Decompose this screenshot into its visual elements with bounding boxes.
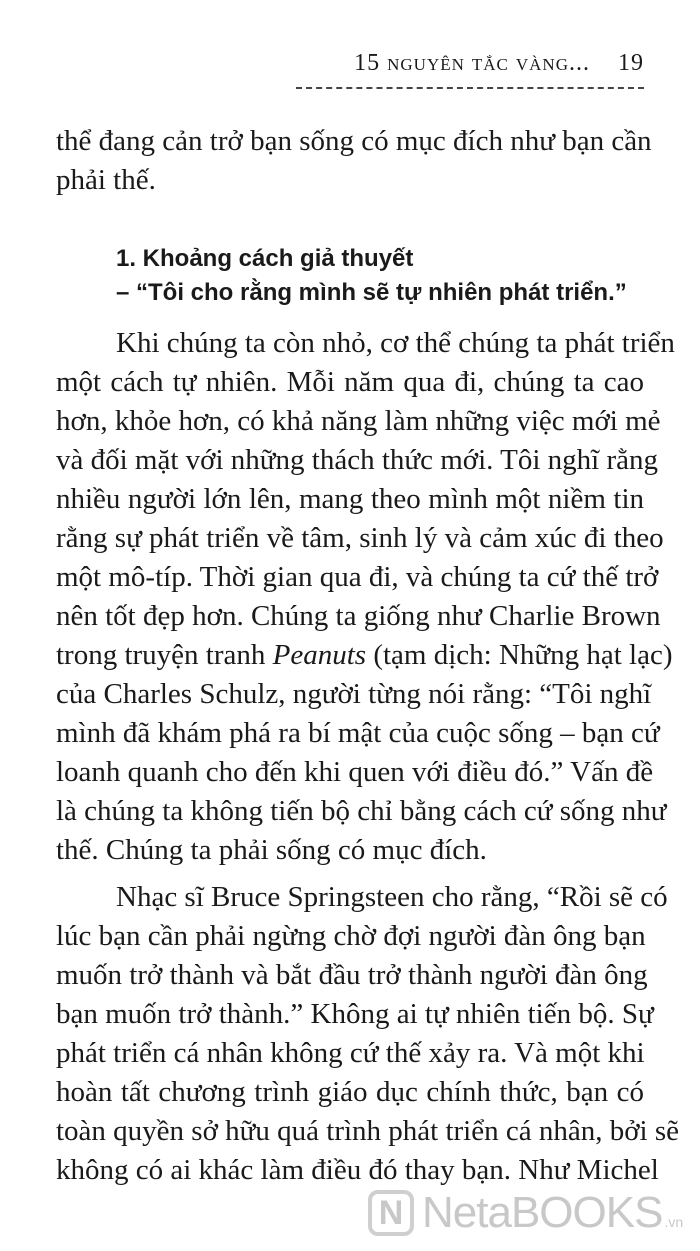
paragraph-line: nhiều người lớn lên, mang theo mình một niềm tin <box>56 483 644 515</box>
paragraph-line: không có ai khác làm điều đó thay bạn. Như Michel <box>56 1154 659 1186</box>
paragraph-line: mình đã khám phá ra bí mật của cuộc sống – bạn cứ <box>56 717 660 749</box>
paragraph-line: bạn muốn trở thành.” Không ai tự nhiên tiến bộ. Sự <box>56 998 654 1030</box>
paragraph-line: loanh quanh cho đến khi quen với điều đó.” Vấn đề <box>56 756 654 788</box>
line-text: (tạm dịch: Những hạt lạc) <box>366 639 673 671</box>
netabooks-logo-icon: N <box>368 1190 414 1236</box>
text-line: thể đang cản trở bạn sống có mục đích như bạn cần <box>56 125 652 157</box>
paragraph-line: lúc bạn cần phải ngừng chờ đợi người đàn ông bạn <box>56 920 646 952</box>
paragraph-line: phát triển cá nhân không cứ thế xảy ra. Và một khi <box>56 1037 645 1069</box>
paragraph-line <box>56 636 673 675</box>
section-subheading: – “Tôi cho rằng mình sẽ tự nhiên phát triển.” <box>116 279 627 306</box>
book-title-italic: Peanuts <box>272 639 367 671</box>
paragraph-line: Khi chúng ta còn nhỏ, cơ thể chúng ta phát triển <box>116 327 675 359</box>
paragraph-line: hơn, khỏe hơn, có khả năng làm những việc mới mẻ <box>56 405 661 437</box>
watermark-suffix: .vn <box>664 1214 684 1230</box>
paragraph-line: toàn quyền sở hữu quá trình phát triển cá nhân, bởi sẽ <box>56 1115 680 1147</box>
watermark <box>368 1188 683 1238</box>
paragraph-line: rằng sự phát triển về tâm, sinh lý và cảm xúc đi theo <box>56 522 664 554</box>
line-text: trong truyện tranh <box>56 639 273 671</box>
paragraph-line: một mô-típ. Thời gian qua đi, và chúng ta cứ thế trở <box>56 561 659 593</box>
paragraph-line: là chúng ta không tiến bộ chỉ bằng cách cứ sống như <box>56 795 667 827</box>
section-heading: 1. Khoảng cách giả thuyết <box>116 245 414 272</box>
paragraph-line: nên tốt đẹp hơn. Chúng ta giống như Charlie Brown <box>56 600 661 632</box>
paragraph-line: của Charles Schulz, người từng nói rằng: “Tôi nghĩ <box>56 678 652 710</box>
paragraph-line: Nhạc sĩ Bruce Springsteen cho rằng, “Rồi sẽ có <box>116 881 668 913</box>
page-body <box>56 122 680 1190</box>
running-header <box>296 50 644 89</box>
text-line: phải thế. <box>56 164 156 196</box>
paragraph-line: một cách tự nhiên. Mỗi năm qua đi, chúng ta cao <box>56 366 644 398</box>
watermark-text: NetaBOOKS <box>422 1188 663 1237</box>
chapter-title: 15 nguyên tắc vàng... <box>354 50 590 76</box>
paragraph-line: hoàn tất chương trình giáo dục chính thức, bạn có <box>56 1076 644 1108</box>
paragraph-line: thế. Chúng ta phải sống có mục đích. <box>56 834 487 866</box>
paragraph-line: muốn trở thành và bắt đầu trở thành người đàn ông <box>56 959 648 991</box>
page-number: 19 <box>618 50 644 76</box>
paragraph-line: và đối mặt với những thách thức mới. Tôi nghĩ rằng <box>56 444 659 476</box>
